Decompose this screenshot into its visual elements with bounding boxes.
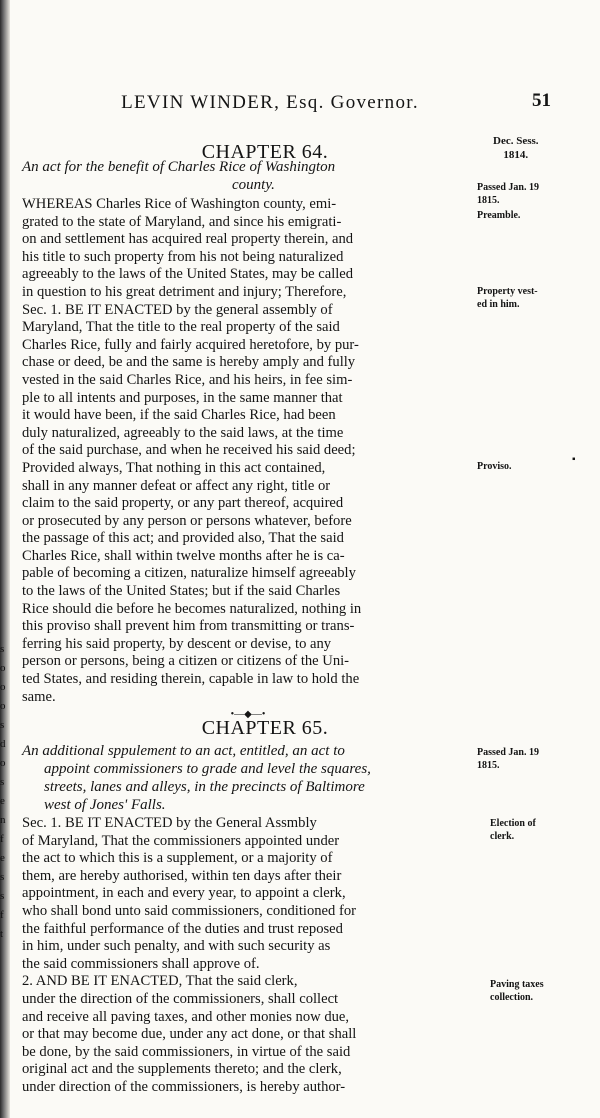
body-text-line: the said commissioners shall approve of.: [22, 955, 260, 972]
body-text-line: the passage of this act; and provided also, That the said: [22, 530, 344, 547]
edge-mark: d: [0, 738, 6, 750]
body-text-line: Charles Rice, shall within twelve months after he is ca-: [22, 547, 345, 564]
property-vested-note: [477, 285, 589, 311]
chapter-65-body: [22, 815, 474, 1097]
act-title-line: An act for the benefit of Charles Rice of Washington: [22, 159, 336, 175]
side-note-line: Election of: [490, 818, 536, 829]
body-text-line: of the said purchase, and when he received his said deed;: [22, 442, 356, 459]
body-text-line: appointment, in each and every year, to appoint a clerk,: [22, 885, 346, 902]
body-text-line: who shall bond unto said commissioners, conditioned for: [22, 902, 356, 919]
side-note-line: Paving taxes: [490, 979, 544, 990]
body-text-line: agreeably to the laws of the United States, may be called: [22, 266, 354, 283]
session-note-line: 1814.: [503, 149, 529, 161]
body-text-line: ple to all intents and purposes, in the same manner that: [22, 389, 343, 406]
body-text-line: claim to the said property, or any part thereof, acquired: [22, 495, 344, 512]
body-text-line: ted States, and residing therein, capable in law to hold the: [22, 671, 360, 688]
page-number: 51: [532, 90, 551, 111]
side-note-line: 1815.: [477, 760, 500, 771]
side-note-line: collection.: [490, 992, 534, 1003]
body-text-line: the act to which this is a supplement, or a majority of: [22, 850, 333, 867]
edge-mark: s: [0, 776, 5, 788]
body-text-line: on and settlement has acquired real property therein, and: [22, 231, 354, 248]
body-text-line: or that may become due, under any act done, or that shall: [22, 1026, 357, 1043]
body-text-line: in him, under such penalty, and with such security as: [22, 938, 331, 955]
edge-mark: n: [0, 814, 6, 826]
side-note-line: Passed Jan. 19: [477, 182, 539, 193]
act-title-line: west of Jones' Falls.: [44, 797, 166, 813]
body-text-line: original act and the supplements thereto; and the clerk,: [22, 1061, 342, 1078]
body-text-line: chase or deed, be and the same is hereby amply and fully: [22, 354, 356, 371]
body-text-line: grated to the state of Maryland, and since his emigrati-: [22, 213, 342, 230]
body-text-line: this proviso shall prevent him from transmitting or trans-: [22, 618, 355, 635]
body-text-line: of Maryland, That the commissioners appointed under: [22, 832, 340, 849]
body-text-line: or prosecuted by any person or persons whatever, before: [22, 512, 352, 529]
edge-mark: s: [0, 890, 5, 902]
body-text-line: them, are hereby authorised, within ten days after their: [22, 867, 342, 884]
body-text-line: in question to his great detriment and injury; Therefore,: [22, 283, 347, 300]
body-text-line: pable of becoming a citizen, naturalize himself agreeably: [22, 565, 356, 582]
adjacent-page-edge-text: [0, 640, 8, 944]
body-text-line: shall in any manner defeat or affect any right, title or: [22, 477, 331, 494]
chapter-65-passed-note: [477, 746, 589, 772]
edge-mark: f: [0, 909, 4, 921]
chapter-64-act-title: [22, 158, 478, 194]
proviso-note: Proviso.: [477, 461, 512, 472]
side-note-line: clerk.: [490, 831, 515, 842]
body-text-line: 2. AND BE IT ENACTED, That the said clerk,: [22, 973, 298, 990]
session-note-line: Dec. Sess.: [493, 135, 539, 147]
preamble-note: Preamble.: [477, 210, 521, 221]
edge-mark: e: [0, 795, 5, 807]
edge-mark: o: [0, 757, 6, 769]
body-text-line: under direction of the commissioners, is hereby author-: [22, 1078, 346, 1095]
body-text-line: duly naturalized, agreeably to the said laws, at the time: [22, 424, 344, 441]
edge-mark: e: [0, 852, 5, 864]
chapter-65-heading: CHAPTER 65.: [201, 717, 329, 739]
page-binding-edge: [0, 0, 10, 1118]
body-text-line: vested in the said Charles Rice, and his heirs, in fee sim-: [22, 371, 353, 388]
edge-mark: o: [0, 700, 6, 712]
edge-mark: s: [0, 871, 5, 883]
body-text-line: same.: [22, 688, 56, 705]
act-title-line: county.: [232, 177, 275, 193]
body-text-line: under the direction of the commissioners, shall collect: [22, 990, 339, 1007]
body-text-line: it would have been, if the said Charles Rice, had been: [22, 407, 336, 424]
body-text-line: the faithful performance of the duties and trust reposed: [22, 920, 343, 937]
edge-mark: s: [0, 643, 5, 655]
body-text-line: Provided always, That nothing in this act contained,: [22, 459, 326, 476]
paving-taxes-note: [490, 978, 600, 1004]
edge-mark: f: [0, 833, 4, 845]
body-text-line: Rice should die before he becomes naturalized, nothing in: [22, 600, 362, 617]
body-text-line: Maryland, That the title to the real property of the said: [22, 319, 340, 336]
session-note: [493, 134, 539, 162]
edge-mark: s: [0, 719, 5, 731]
body-text-line: person or persons, being a citizen or citizens of the Uni-: [22, 653, 350, 670]
body-text-line: ferring his said property, by descent or devise, to any: [22, 635, 332, 652]
body-text-line: Sec. 1. BE IT ENACTED by the General Assmbly: [22, 815, 317, 831]
body-text-line: Charles Rice, fully and fairly acquired heretofore, by pur-: [22, 336, 359, 353]
election-of-clerk-note: [490, 817, 600, 843]
body-text-line: and receive all paving taxes, and other monies now due,: [22, 1008, 350, 1025]
edge-mark: o: [0, 662, 6, 674]
act-title-line: appoint commissioners to grade and level the squares,: [44, 761, 371, 777]
ink-speck: ▪: [572, 454, 576, 465]
chapter-64-heading: CHAPTER 64.: [201, 141, 329, 163]
body-text-line: WHEREAS Charles Rice of Washington county, emi-: [22, 196, 337, 212]
running-header: LEVIN WINDER, Esq. Governor.: [121, 92, 419, 113]
edge-mark: o: [0, 681, 6, 693]
chapter-65-act-title: [22, 742, 478, 814]
act-title-line: streets, lanes and alleys, in the precincts of Baltimore: [44, 779, 365, 795]
body-text-line: to the laws of the United States; but if the said Charles: [22, 583, 341, 600]
side-note-line: ed in him.: [477, 299, 520, 310]
side-note-line: Passed Jan. 19: [477, 747, 539, 758]
chapter-64-passed-note: [477, 181, 589, 207]
body-text-line: his title to such property from his not being naturalized: [22, 248, 344, 265]
side-note-line: 1815.: [477, 195, 500, 206]
side-note-line: Property vest-: [477, 286, 538, 297]
body-text-line: be done, by the said commissioners, in virtue of the said: [22, 1043, 351, 1060]
section-divider-ornament: •—◆—•: [230, 709, 266, 720]
body-text-line: Sec. 1. BE IT ENACTED by the general assembly of: [22, 301, 333, 318]
edge-mark: t: [0, 928, 4, 940]
chapter-64-body: [22, 196, 474, 706]
act-title-line: An additional sppulement to an act, entitled, an act to: [22, 743, 345, 759]
